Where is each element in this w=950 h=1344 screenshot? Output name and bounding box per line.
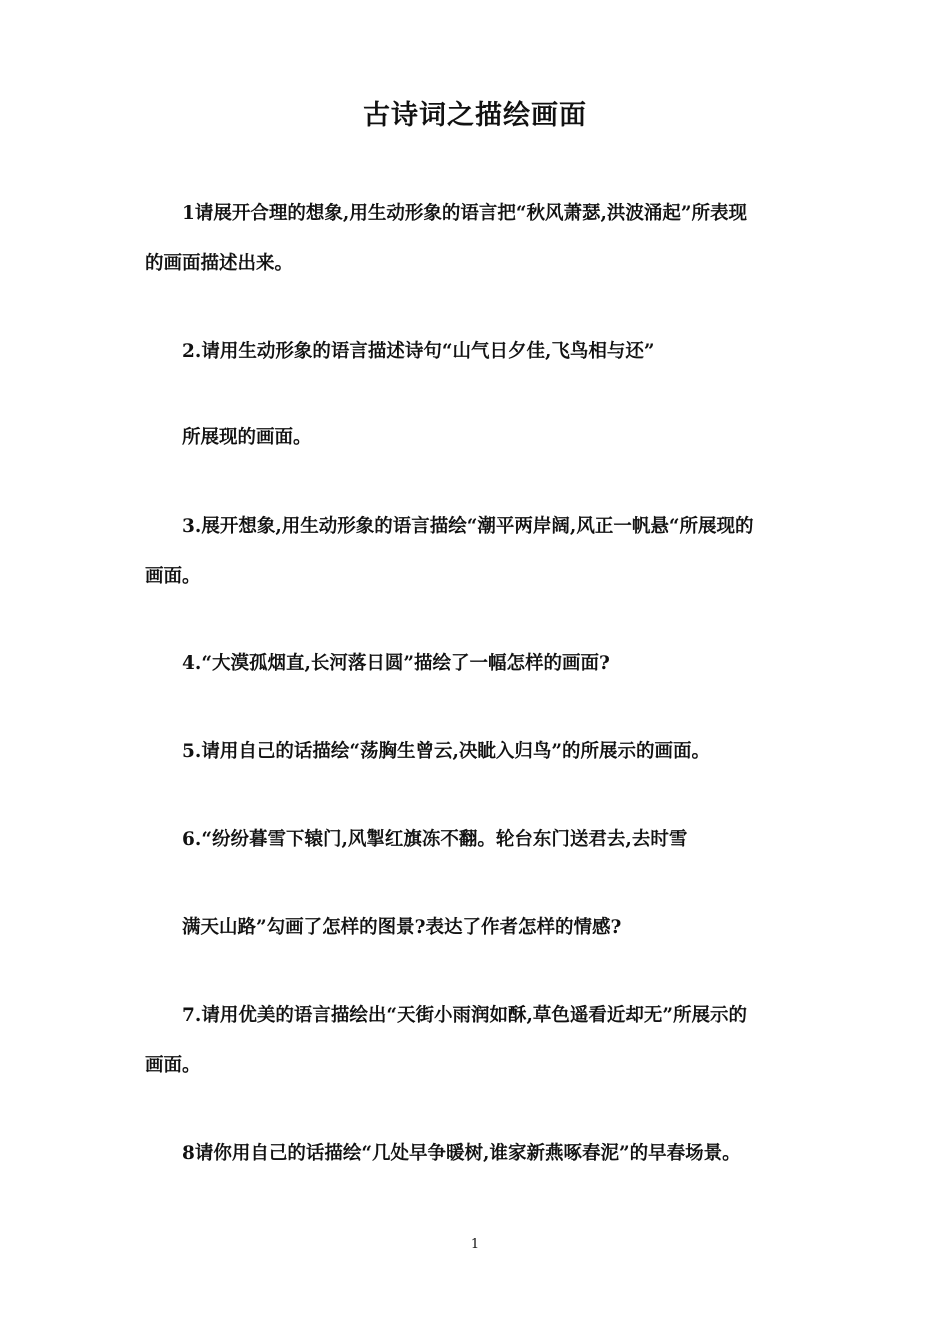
question-2-line-1: 2.请用生动形象的语言描述诗句“山气日夕佳,飞鸟相与还”: [182, 341, 655, 362]
question-8-line-1: 8请你用自己的话描绘“几处早争暖树,谁家新燕啄春泥”的早春场景。: [182, 1143, 741, 1164]
question-6-line-1: 6.“纷纷暮雪下辕门,风掣红旗冻不翻。轮台东门送君去,去时雪: [182, 829, 688, 850]
question-7-line-1: 7.请用优美的语言描绘出“天街小雨润如酥,草色遥看近却无”所展示的: [182, 1005, 748, 1026]
question-1-line-2: 的画面描述出来。: [145, 253, 294, 274]
question-4-line-1: 4.“大漠孤烟直,长河落日圆”描绘了一幅怎样的画面?: [182, 653, 610, 674]
question-2-line-2: 所展现的画面。: [182, 427, 312, 448]
question-3-line-2: 画面。: [145, 566, 201, 587]
question-5-line-1: 5.请用自己的话描绘“荡胸生曾云,决眦入归鸟”的所展示的画面。: [182, 741, 711, 762]
question-6-line-2: 满天山路”勾画了怎样的图景?表达了作者怎样的情感?: [182, 917, 622, 938]
question-3-line-1: 3.展开想象,用生动形象的语言描绘“潮平两岸阔,风正一帆悬“所展现的: [182, 516, 754, 537]
page-number: 1: [470, 1237, 480, 1252]
document-title: 古诗词之描绘画面: [363, 100, 587, 131]
question-7-line-2: 画面。: [145, 1055, 201, 1076]
question-1-line-1: 1请展开合理的想象,用生动形象的语言把“秋风萧瑟,洪波涌起”所表现: [182, 203, 748, 224]
